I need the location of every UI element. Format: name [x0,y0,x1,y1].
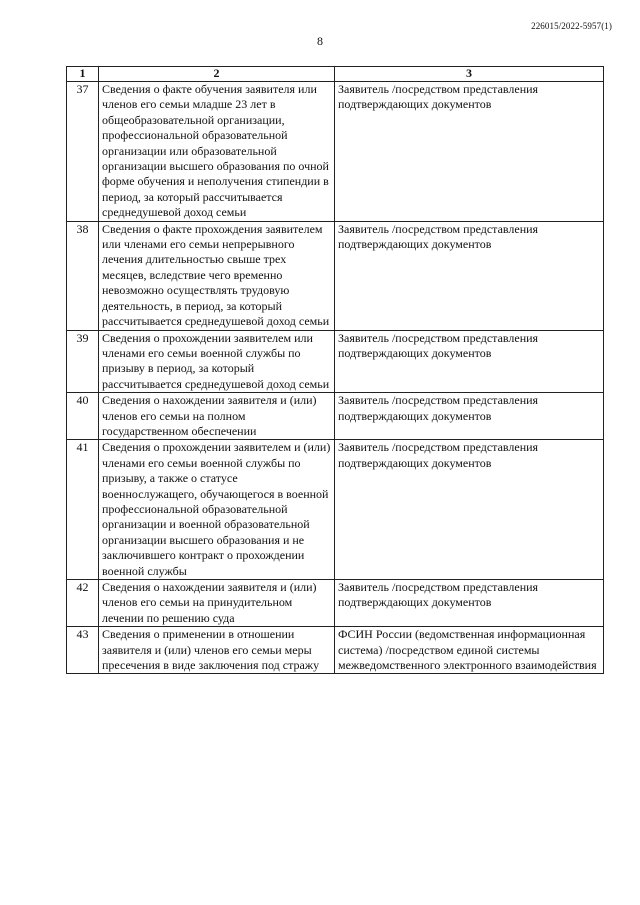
row-number: 38 [67,221,99,330]
table-row [67,440,604,580]
info-source: Заявитель /посредством представления подтверждающих документов [335,82,604,222]
table-header-row [67,67,604,82]
table-row [67,330,604,393]
row-number: 40 [67,393,99,440]
info-source: Заявитель /посредством представления подтверждающих документов [335,330,604,393]
table-row [67,393,604,440]
table-row [67,580,604,627]
info-description: Сведения о применении в отношении заявителя и (или) членов его семьи меры пресечения в виде заключения под стражу [99,627,335,674]
document-registration-number: 226015/2022-5957(1) [531,21,612,31]
table-header [67,67,604,82]
info-source: Заявитель /посредством представления подтверждающих документов [335,221,604,330]
row-number: 37 [67,82,99,222]
info-description: Сведения о прохождении заявителем или членами его семьи военной службы по призыву в период, за который рассчитывается среднедушевой доход семьи [99,330,335,393]
info-description: Сведения о прохождении заявителем и (или) членами его семьи военной службы по призыву, а также о статусе военнослужащего, обучающегося в военной профессиональной образовательной организации и военной образовательной организации высшего образования и не заключившего контракт о прохождении военной службы [99,440,335,580]
info-source: Заявитель /посредством представления подтверждающих документов [335,393,604,440]
column-header-2: 2 [99,67,335,82]
page-number: 8 [317,34,323,48]
table-row [67,82,604,222]
row-number: 43 [67,627,99,674]
row-number: 39 [67,330,99,393]
info-description: Сведения о факте обучения заявителя или членов его семьи младше 23 лет в общеобразовательной организации, профессиональной образовательной организации или образовательной организации высшего образования по очной форме обучения и неполучения стипендии в период, за который рассчитывается среднедушевой доход семьи [99,82,335,222]
info-description: Сведения о нахождении заявителя и (или) членов его семьи на принудительном лечении по решению суда [99,580,335,627]
column-header-1: 1 [67,67,99,82]
row-number: 41 [67,440,99,580]
table-body [67,82,604,674]
info-source: ФСИН России (ведомственная информационная система) /посредством единой системы межведомственного электронного взаимодействия [335,627,604,674]
info-source: Заявитель /посредством представления подтверждающих документов [335,440,604,580]
column-header-3: 3 [335,67,604,82]
row-number: 42 [67,580,99,627]
table-row [67,221,604,330]
info-description: Сведения о факте прохождения заявителем или членами его семьи непрерывного лечения длительностью свыше трех месяцев, вследствие чего временно невозможно осуществлять трудовую деятельность, в период, за который рассчитывается среднедушевой доход семьи [99,221,335,330]
information-sources-table [66,66,604,674]
info-source: Заявитель /посредством представления подтверждающих документов [335,580,604,627]
table-row [67,627,604,674]
info-description: Сведения о нахождении заявителя и (или) членов его семьи на полном государственном обеспечении [99,393,335,440]
